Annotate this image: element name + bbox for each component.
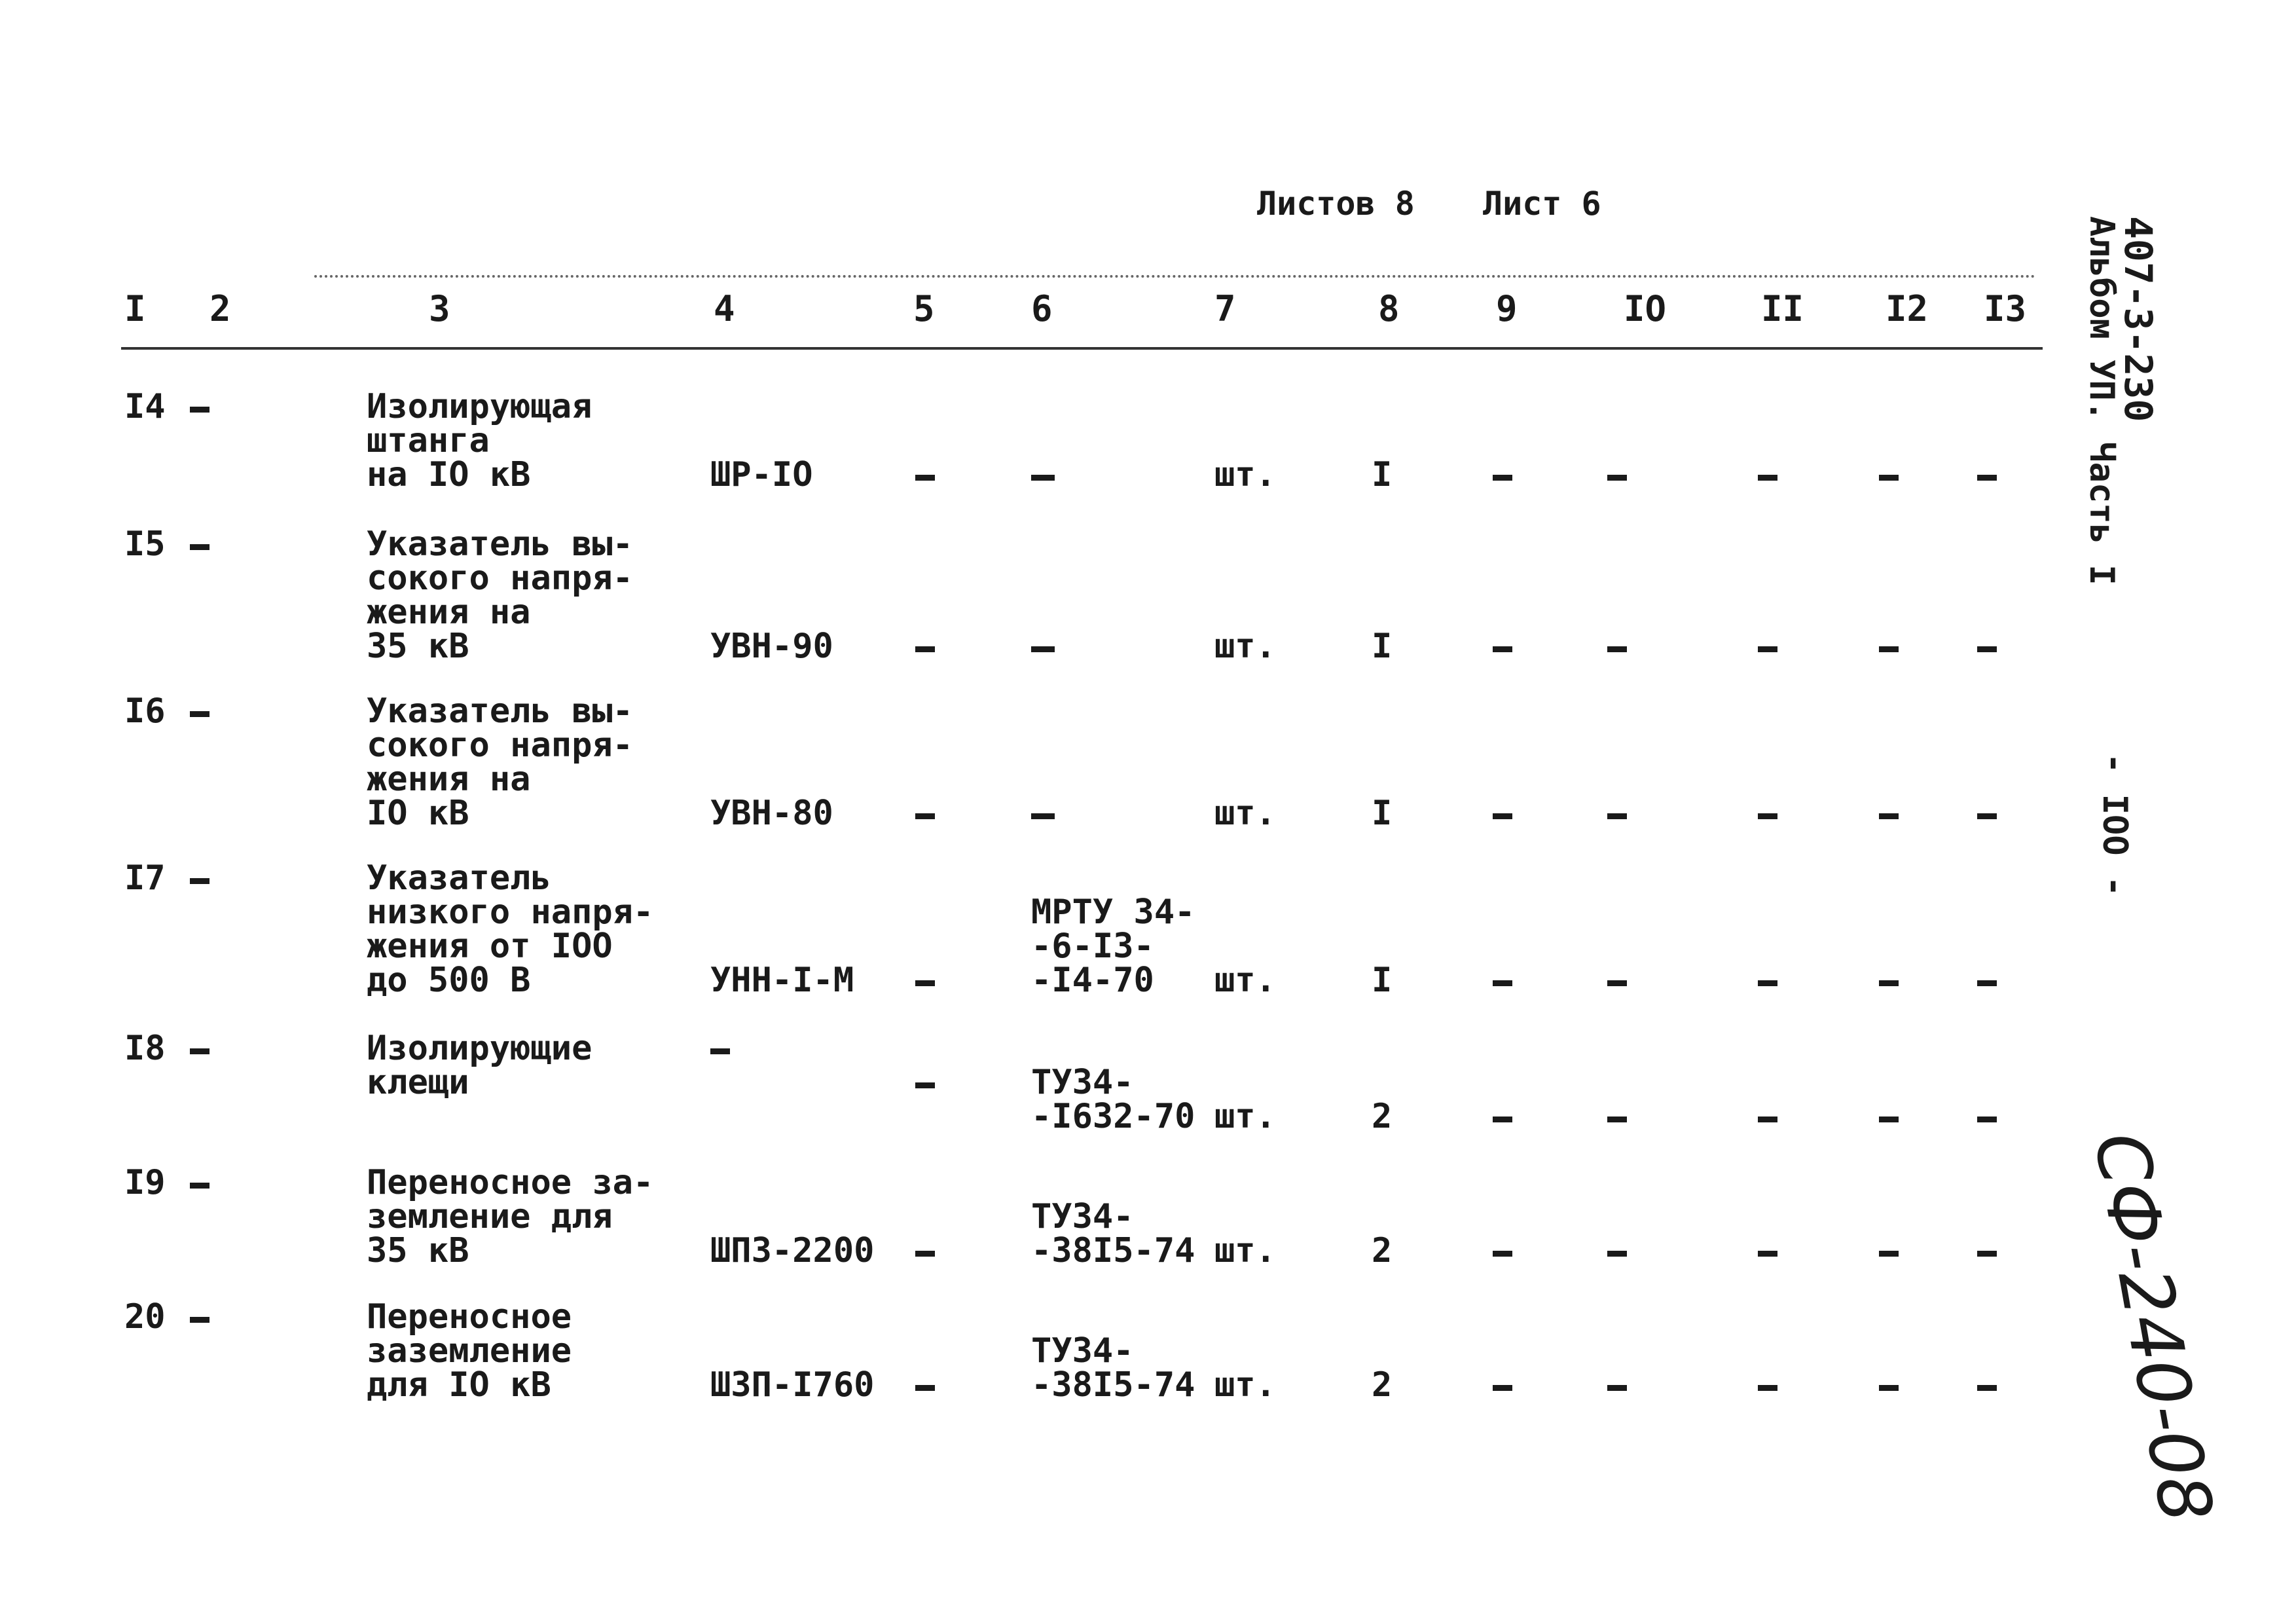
row-col2-dash [190, 711, 210, 717]
item-type: УВН-80 [710, 794, 833, 833]
col13-dash [1977, 1116, 1997, 1122]
album-code: 407-3-230 [2116, 216, 2160, 422]
item-type-dash [710, 1048, 730, 1054]
col11-dash [1758, 646, 1777, 652]
col10-dash [1607, 1116, 1627, 1122]
column-header-10: IO [1624, 288, 1667, 329]
item-name: Переносное за- земление для 35 кВ [367, 1163, 654, 1270]
spec-reference: ТУ34- -38I5-74 [1031, 1197, 1195, 1270]
col9-dash [1493, 1251, 1512, 1257]
row-col2-dash [190, 1183, 210, 1189]
col9-dash [1493, 1116, 1512, 1122]
item-name: Изолирующие клещи [367, 1029, 592, 1102]
col11-dash [1758, 980, 1777, 986]
col5-dash [915, 1385, 935, 1391]
unit: шт. [1214, 1231, 1276, 1270]
col11-dash [1758, 475, 1777, 481]
col13-dash [1977, 646, 1997, 652]
col12-dash [1879, 813, 1899, 819]
col11-dash [1758, 1116, 1777, 1122]
quantity: I [1372, 627, 1393, 666]
item-name: Указатель вы- сокого напря- жения на 35 кВ [367, 525, 633, 666]
row-number: I5 [124, 525, 166, 564]
spec-dash [1031, 813, 1055, 819]
col5-dash [915, 1251, 935, 1257]
col10-dash [1607, 813, 1627, 819]
col10-dash [1607, 475, 1627, 481]
row-number: I7 [124, 858, 166, 898]
page-number: - IOO - [2095, 753, 2134, 897]
spec-reference: ТУ34- -38I5-74 [1031, 1331, 1195, 1405]
column-header-6: 6 [1031, 288, 1053, 329]
column-header-5: 5 [913, 288, 935, 329]
col9-dash [1493, 980, 1512, 986]
col12-dash [1879, 980, 1899, 986]
quantity: 2 [1372, 1365, 1393, 1405]
unit: шт. [1214, 455, 1276, 494]
quantity: 2 [1372, 1231, 1393, 1270]
col5-dash [915, 813, 935, 819]
spec-reference: МРТУ 34- -6-I3- -I4-70 [1031, 893, 1195, 1000]
column-header-12: I2 [1886, 288, 1929, 329]
col12-dash [1879, 646, 1899, 652]
unit: шт. [1214, 961, 1276, 1000]
column-header-9: 9 [1496, 288, 1518, 329]
row-number: 20 [124, 1297, 166, 1337]
row-col2-dash [190, 1048, 210, 1054]
item-type: ШПЗ-2200 [710, 1231, 875, 1270]
column-header-7: 7 [1214, 288, 1236, 329]
column-header-11: II [1761, 288, 1804, 329]
item-name: Указатель низкого напря- жения от IOO до 500 В [367, 858, 654, 1000]
col13-dash [1977, 1251, 1997, 1257]
row-number: I8 [124, 1029, 166, 1068]
row-col2-dash [190, 1317, 210, 1323]
unit: шт. [1214, 794, 1276, 833]
unit: шт. [1214, 1097, 1276, 1136]
quantity: I [1372, 961, 1393, 1000]
album-name: Альбом УП. Часть I [2082, 216, 2121, 585]
col12-dash [1879, 1251, 1899, 1257]
col12-dash [1879, 1385, 1899, 1391]
col5-dash [915, 475, 935, 481]
row-col2-dash [190, 544, 210, 550]
col11-dash [1758, 813, 1777, 819]
spec-reference: ТУ34- -I632-70 [1031, 1063, 1195, 1136]
sheet-number: Лист 6 [1483, 185, 1601, 223]
quantity: 2 [1372, 1097, 1393, 1136]
col13-dash [1977, 1385, 1997, 1391]
item-type: ШЗП-I760 [710, 1365, 875, 1405]
col10-dash [1607, 646, 1627, 652]
col11-dash [1758, 1385, 1777, 1391]
document-stamp: СФ-240-08 [2077, 1126, 2229, 1528]
row-number: I6 [124, 692, 166, 731]
item-type: УНН-I-М [710, 961, 854, 1000]
item-type: УВН-90 [710, 627, 833, 666]
col5-dash [915, 646, 935, 652]
col13-dash [1977, 813, 1997, 819]
column-header-8: 8 [1378, 288, 1400, 329]
col12-dash [1879, 1116, 1899, 1122]
item-type: ШР-IO [710, 455, 813, 494]
col12-dash [1879, 475, 1899, 481]
col13-dash [1977, 475, 1997, 481]
column-header-1: I [124, 288, 146, 329]
col9-dash [1493, 646, 1512, 652]
item-name: Переносное заземление для IO кВ [367, 1297, 572, 1405]
col5-dash [915, 980, 935, 986]
item-name: Указатель вы- сокого напря- жения на IO кВ [367, 692, 633, 833]
spec-dash [1031, 475, 1055, 481]
header-bottom-rule [121, 347, 2043, 350]
row-number: I4 [124, 387, 166, 426]
column-header-2: 2 [210, 288, 231, 329]
col5-dash [915, 1082, 935, 1088]
col9-dash [1493, 813, 1512, 819]
col13-dash [1977, 980, 1997, 986]
row-col2-dash [190, 878, 210, 884]
col10-dash [1607, 1385, 1627, 1391]
unit: шт. [1214, 627, 1276, 666]
col9-dash [1493, 1385, 1512, 1391]
spec-dash [1031, 646, 1055, 652]
quantity: I [1372, 455, 1393, 494]
unit: шт. [1214, 1365, 1276, 1405]
col10-dash [1607, 1251, 1627, 1257]
row-col2-dash [190, 407, 210, 413]
item-name: Изолирующая штанга на IO кВ [367, 387, 592, 494]
col10-dash [1607, 980, 1627, 986]
header-top-rule [314, 275, 2036, 278]
col9-dash [1493, 475, 1512, 481]
col11-dash [1758, 1251, 1777, 1257]
column-header-3: 3 [429, 288, 450, 329]
column-header-4: 4 [714, 288, 735, 329]
column-header-13: I3 [1984, 288, 2027, 329]
quantity: I [1372, 794, 1393, 833]
sheets-count: Листов 8 [1257, 185, 1415, 223]
row-number: I9 [124, 1163, 166, 1202]
